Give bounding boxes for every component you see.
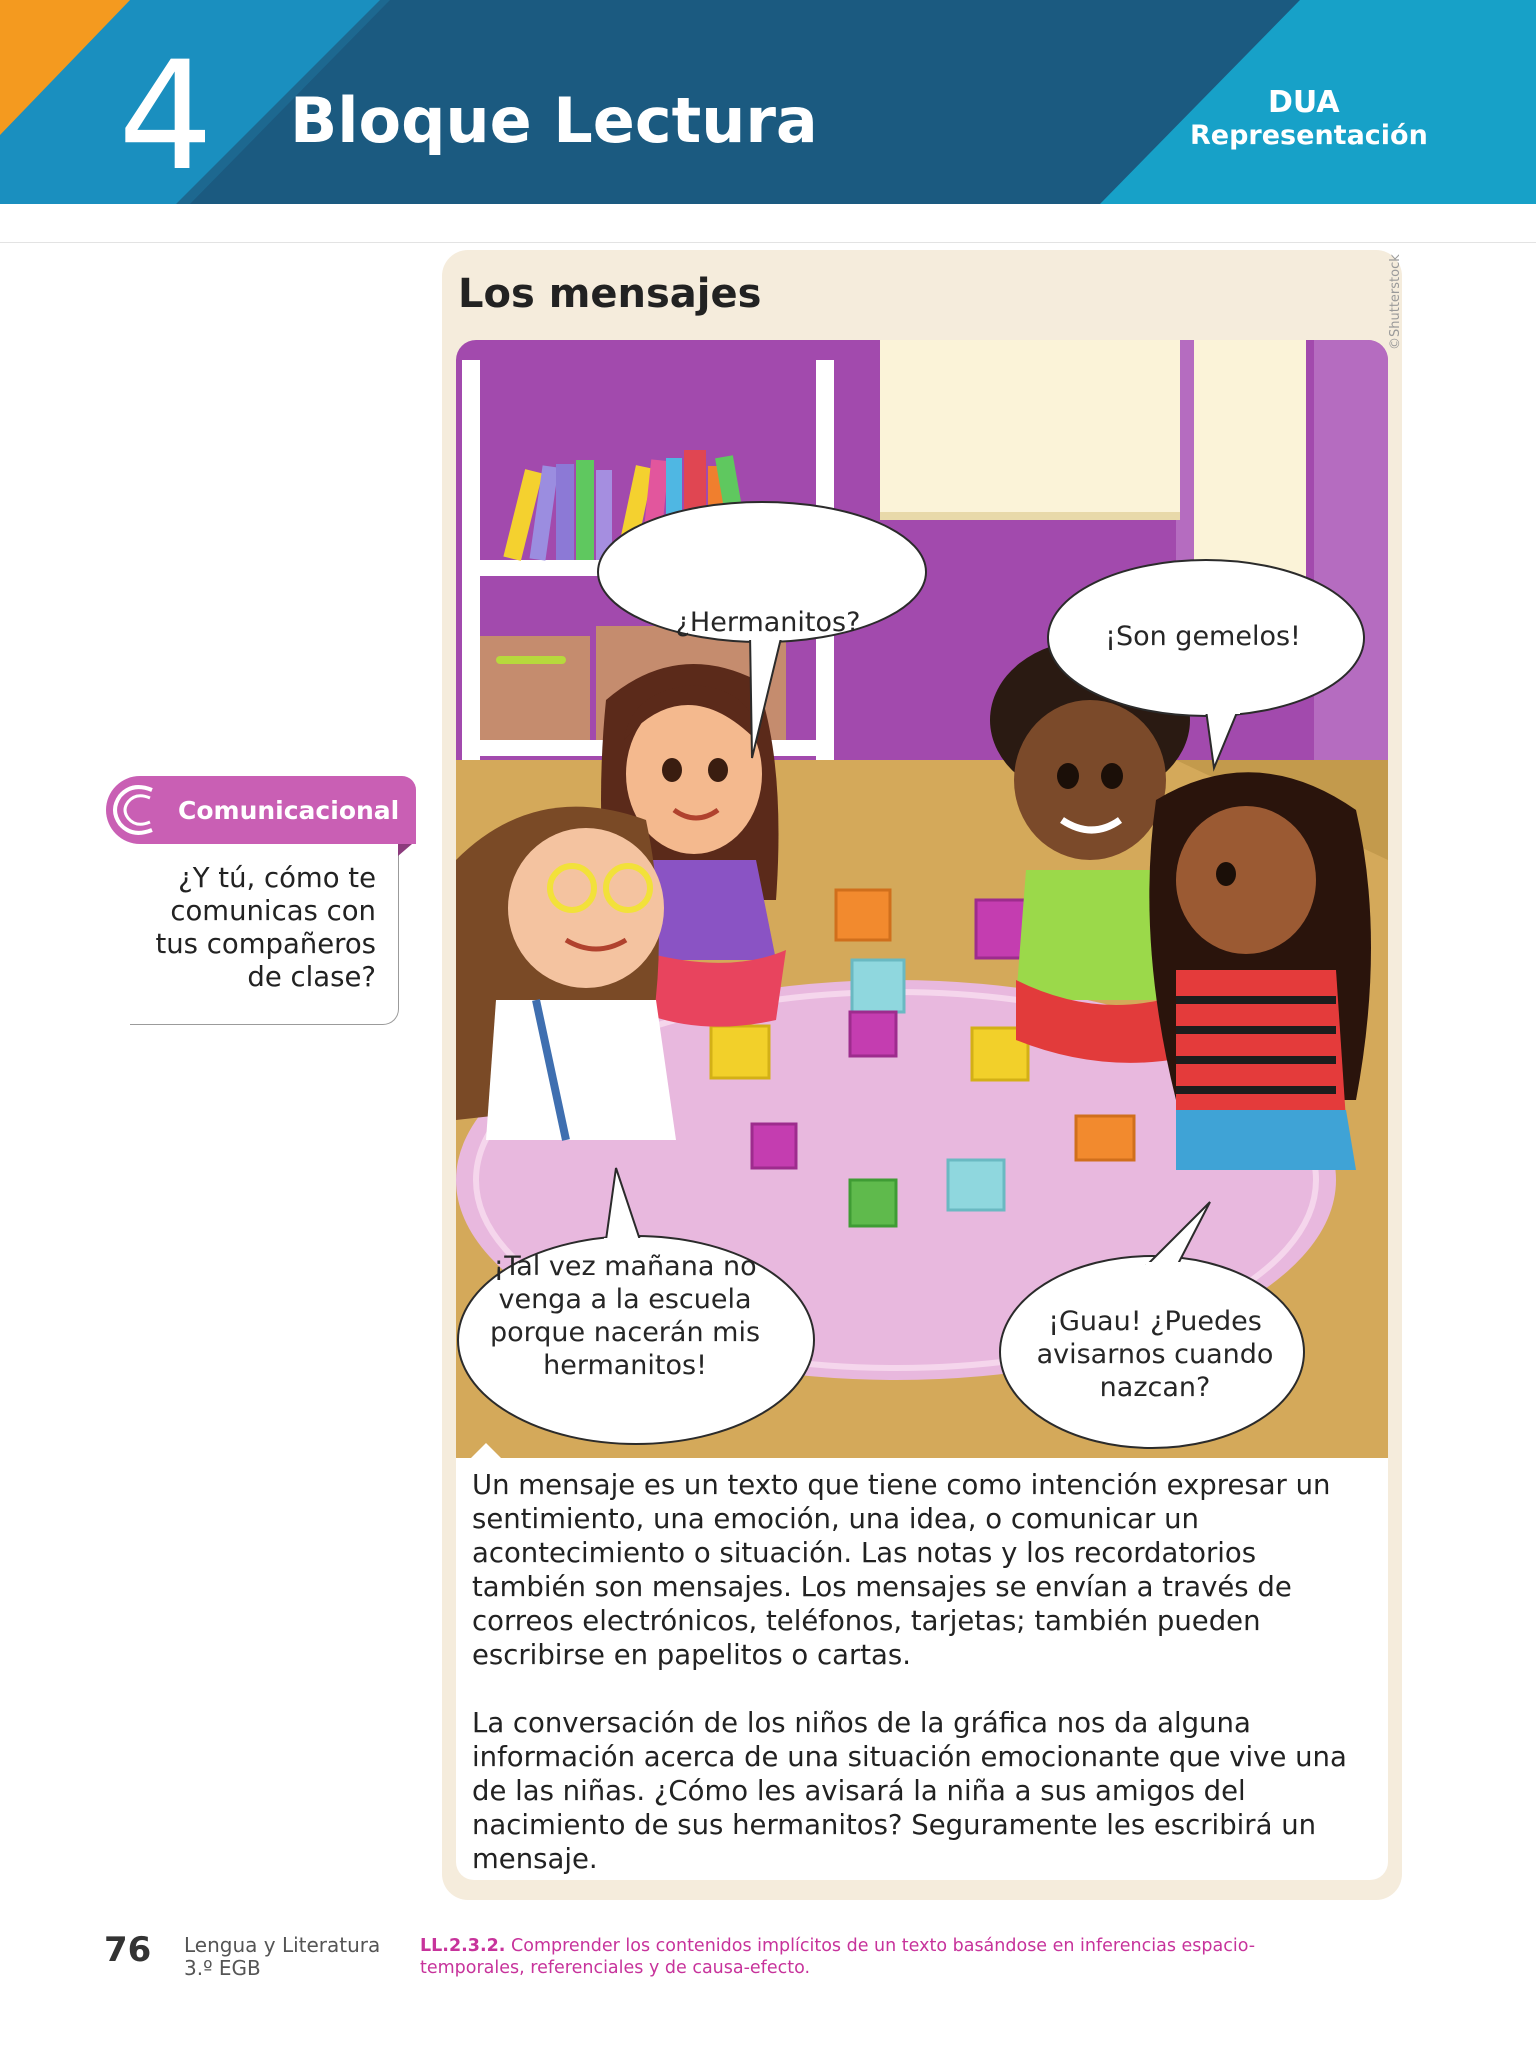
footer-subject: Lengua y Literatura <box>184 1933 381 1957</box>
bubble-text-guau: ¡Guau! ¿Puedes avisarnos cuando nazcan? <box>1036 1306 1274 1403</box>
page-number: 76 <box>104 1930 152 1970</box>
card-title: Los mensajes <box>458 271 762 317</box>
unit-number: 4 <box>118 30 214 204</box>
bubble-text-tal-vez: ¡Tal vez mañana no venga a la escuela porque nacerán mis hermanitos! <box>489 1251 761 1381</box>
curriculum-standard <box>420 1935 1340 1979</box>
footer-grade: 3.º EGB <box>184 1956 261 1980</box>
sidebar-question: ¿Y tú, cómo te comunicas con tus compañeros de clase? <box>155 862 376 993</box>
comunicacional-label: Comunicacional <box>178 796 400 825</box>
body-paragraph-definition: Un mensaje es un texto que tiene como intención expresar un sentimiento, una emoción, una idea, o comunicar un acontecimiento o situación. Las notas y los recordatorios también son mensajes. Los mensajes se envían a través de correos electrónicos, teléfonos, tarjetas; también pueden escribirse en papelitos o cartas. <box>472 1469 1331 1671</box>
girl-striped-shirt <box>1149 772 1371 1170</box>
tab-fold-corner <box>398 844 412 856</box>
unit-title: Bloque Lectura <box>290 84 818 157</box>
panel-pointer <box>470 1443 502 1459</box>
standard-text: Comprender los contenidos implícitos de un texto basándose en inferencias espacio-temporales, referenciales y de causa-efecto. <box>420 1936 1256 1978</box>
dua-label: DUA <box>1268 85 1340 120</box>
girl-with-glasses <box>456 807 676 1140</box>
header-divider <box>0 242 1536 243</box>
dua-subtitle: Representación <box>1190 120 1428 151</box>
communication-c-icon <box>110 780 166 838</box>
standard-code: LL.2.3.2. <box>420 1936 506 1956</box>
bubble-text-gemelos: ¡Son gemelos! <box>1105 621 1301 652</box>
body-paragraph-conversation: La conversación de los niños de la gráfica nos da alguna información acerca de una situación emocionante que vive una de las niñas. ¿Cómo les avisará la niña a sus amigos del nacimiento de sus hermanitos? Seguramente les escribirá un mensaje. <box>472 1707 1347 1875</box>
bubble-text-hermanitos: ¿Hermanitos? <box>675 607 861 638</box>
image-credit: ©Shutterstock <box>1388 254 1403 350</box>
